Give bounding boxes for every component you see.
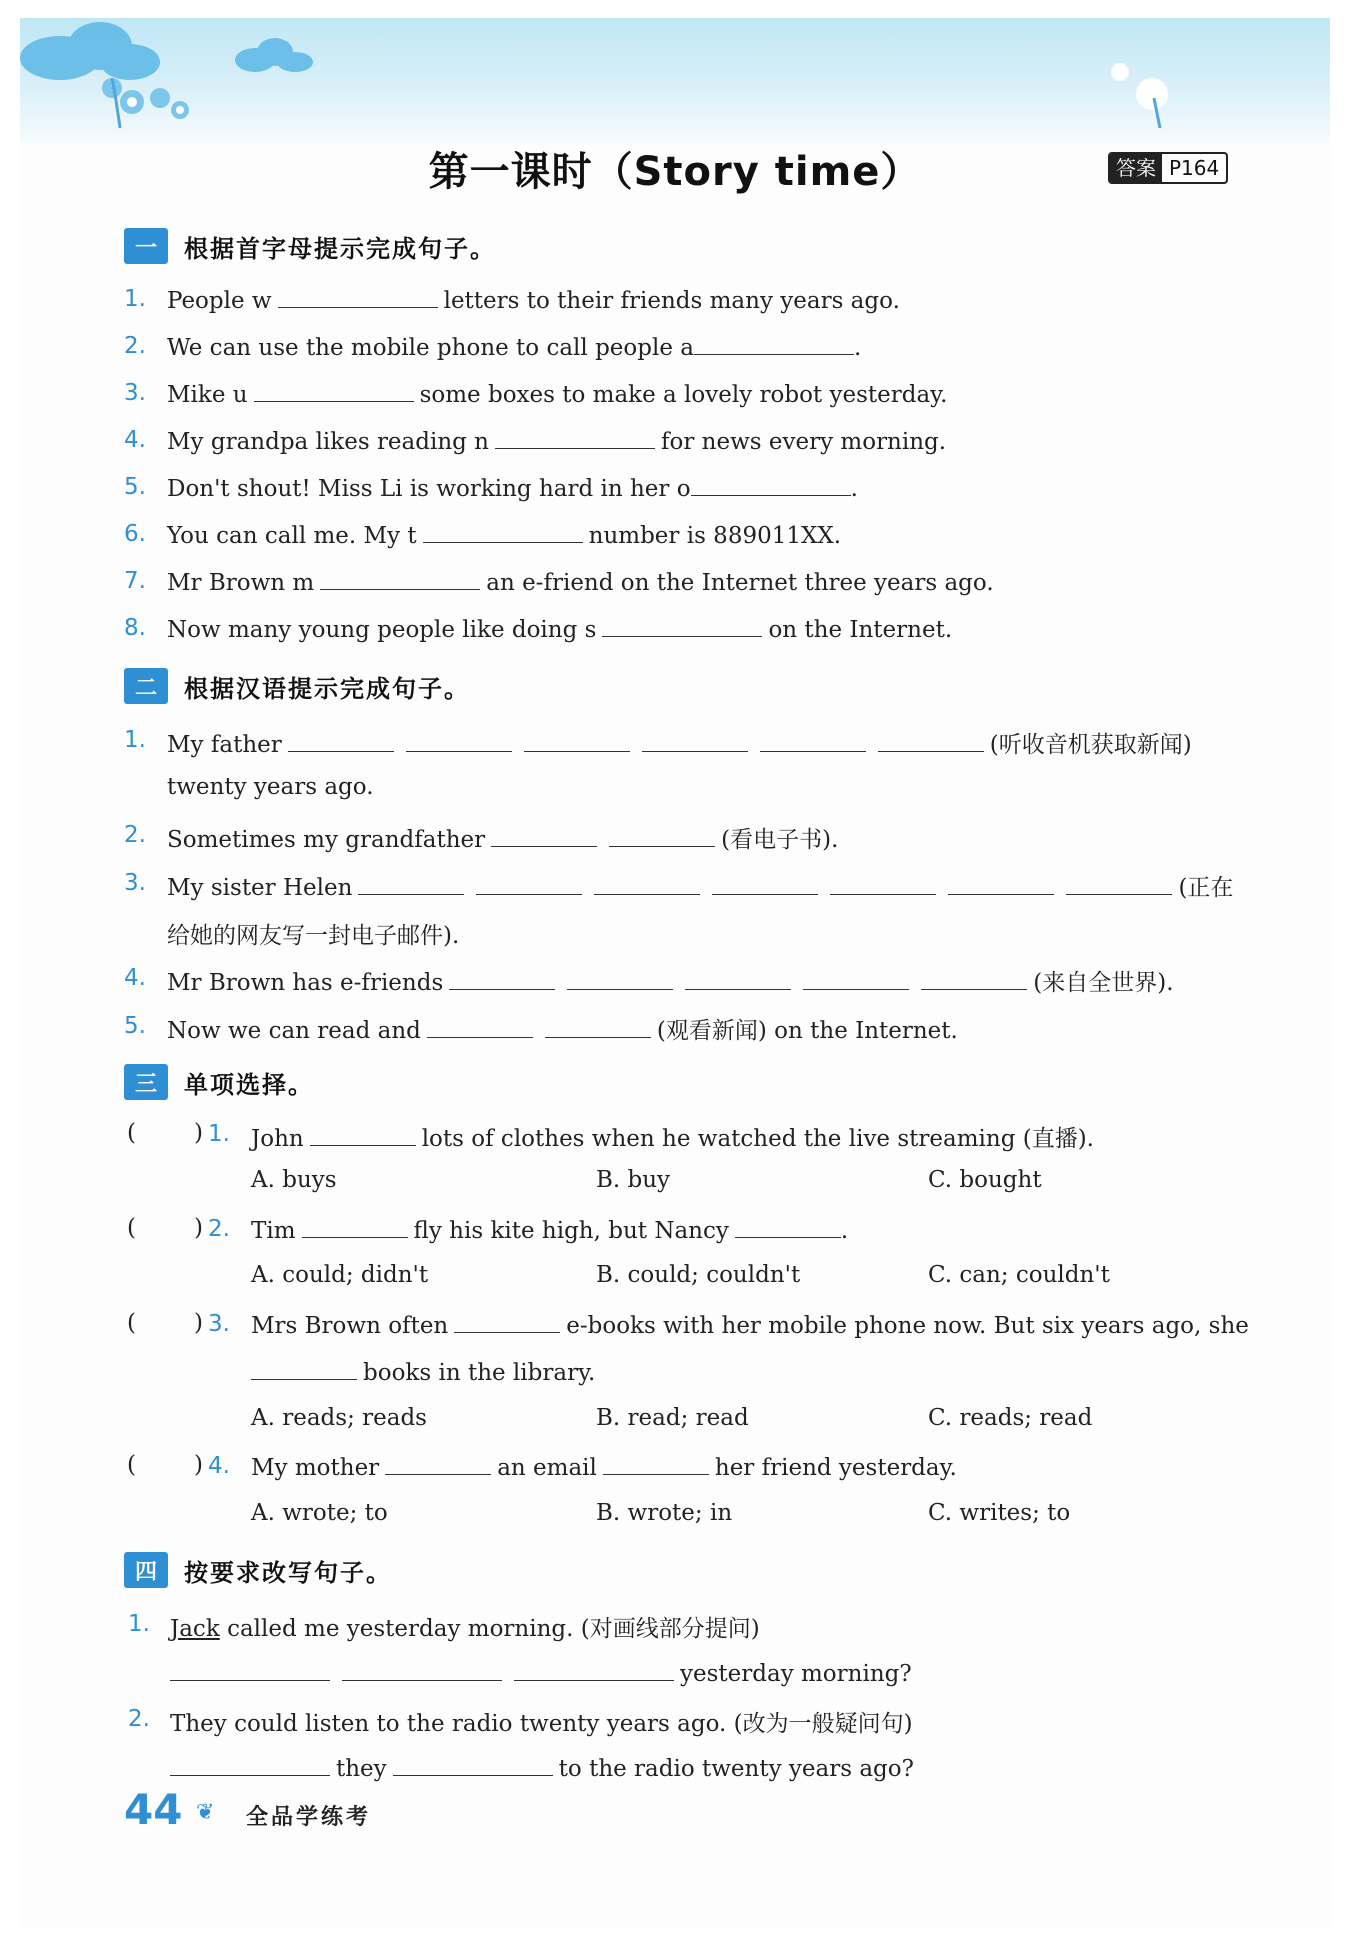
answer-paren-close[interactable]: ) <box>194 1120 203 1146</box>
s2-q4 <box>167 964 1174 997</box>
option-a[interactable]: A. buys <box>251 1167 337 1193</box>
answer-blank[interactable] <box>830 872 936 895</box>
answer-blank[interactable] <box>803 967 909 990</box>
text: John <box>251 1126 304 1152</box>
answer-blank[interactable] <box>694 332 854 355</box>
answer-blank[interactable] <box>735 1215 841 1238</box>
answer-blank[interactable] <box>302 1215 408 1238</box>
underlined-word: Jack <box>170 1616 220 1642</box>
section-1-badge: 一 <box>124 228 168 264</box>
s1-q4 <box>167 426 946 455</box>
text: My grandpa likes reading n <box>167 429 489 455</box>
text: her friend yesterday. <box>714 1455 957 1481</box>
answer-blank[interactable] <box>449 967 555 990</box>
hint-text: (看电子书). <box>721 827 839 853</box>
option-c[interactable]: C. writes; to <box>928 1500 1071 1526</box>
text: some boxes to make a lovely robot yesterday. <box>419 382 948 408</box>
answer-blank[interactable] <box>1066 872 1172 895</box>
answer-blank[interactable] <box>320 567 480 590</box>
answer-paren-open: ( <box>127 1215 136 1241</box>
answer-paren-close[interactable]: ) <box>194 1310 203 1336</box>
answer-blank[interactable] <box>427 1015 533 1038</box>
text: e-books with her mobile phone now. But six years ago, she <box>566 1313 1249 1339</box>
s1-q7 <box>167 567 994 596</box>
answer-paren-close[interactable]: ) <box>194 1215 203 1241</box>
text: fly his kite high, but Nancy <box>413 1218 729 1244</box>
question-number: 7. <box>124 568 146 594</box>
text: We can use the mobile phone to call people a <box>167 335 694 361</box>
text: to the radio twenty years ago? <box>558 1756 914 1782</box>
option-b[interactable]: B. could; couldn't <box>596 1262 801 1288</box>
question-number: 4. <box>124 427 146 453</box>
hint-text: (来自全世界). <box>1033 970 1174 996</box>
answer-paren-open: ( <box>127 1310 136 1336</box>
section-2-badge: 二 <box>124 668 168 704</box>
option-c[interactable]: C. reads; read <box>928 1405 1093 1431</box>
question-number: 2. <box>128 1706 150 1732</box>
text: number is 889011XX. <box>588 523 842 549</box>
question-number: 5. <box>124 474 146 500</box>
answer-blank[interactable] <box>948 872 1054 895</box>
text: called me yesterday morning. (对画线部分提问) <box>227 1616 760 1642</box>
option-c[interactable]: C. can; couldn't <box>928 1262 1110 1288</box>
text: an e-friend on the Internet three years ago. <box>486 570 994 596</box>
answer-blank[interactable] <box>254 379 414 402</box>
s1-q2 <box>167 332 861 361</box>
s4-q1 <box>170 1610 760 1643</box>
hint-text: (正在 <box>1178 875 1234 901</box>
question-number: 4. <box>124 965 146 991</box>
section-1-heading <box>124 228 496 264</box>
question-number: 3. <box>124 380 146 406</box>
answer-blank[interactable] <box>476 872 582 895</box>
answer-paren-open: ( <box>127 1120 136 1146</box>
question-number: 3. <box>208 1311 230 1337</box>
s2-q2 <box>167 821 838 854</box>
s3-q1 <box>251 1120 1094 1153</box>
text: yesterday morning? <box>680 1661 912 1687</box>
text: lots of clothes when he watched the live streaming (直播). <box>421 1126 1094 1152</box>
option-b[interactable]: B. wrote; in <box>596 1500 733 1526</box>
answer-blank[interactable] <box>495 426 655 449</box>
s2-q3 <box>167 869 1233 902</box>
text: letters to their friends many years ago. <box>443 288 900 314</box>
s3-q3 <box>251 1310 1249 1339</box>
s1-q6 <box>167 520 841 549</box>
text: Mr Brown m <box>167 570 315 596</box>
question-number: 2. <box>208 1216 230 1242</box>
answer-blank[interactable] <box>514 1658 674 1681</box>
s1-q5 <box>167 473 858 502</box>
question-number: 2. <box>124 333 146 359</box>
answer-blank[interactable] <box>170 1658 330 1681</box>
question-number: 5. <box>124 1013 146 1039</box>
page-title: 第一课时（Story time） <box>428 149 922 195</box>
section-1-title: 根据首字母提示完成句子。 <box>184 234 496 263</box>
answer-blank[interactable] <box>545 1015 651 1038</box>
text: People w <box>167 288 272 314</box>
question-number: 1. <box>124 727 146 753</box>
answer-paren-open: ( <box>127 1452 136 1478</box>
question-number: 1. <box>124 286 146 312</box>
answer-blank[interactable] <box>454 1310 560 1333</box>
answer-blank[interactable] <box>251 1357 357 1380</box>
answer-blank[interactable] <box>712 872 818 895</box>
answer-blank[interactable] <box>278 285 438 308</box>
answer-paren-close[interactable]: ) <box>194 1452 203 1478</box>
s1-q1 <box>167 285 900 314</box>
question-number: 4. <box>208 1453 230 1479</box>
s2-q5 <box>167 1012 958 1045</box>
answer-blank[interactable] <box>170 1753 330 1776</box>
option-c[interactable]: C. bought <box>928 1167 1042 1193</box>
s2-q1-continued: twenty years ago. <box>167 774 374 800</box>
answer-blank[interactable] <box>602 614 762 637</box>
answer-blank[interactable] <box>406 729 512 752</box>
question-number: 8. <box>124 615 146 641</box>
answer-label: 答案 <box>1110 154 1162 182</box>
answer-blank[interactable] <box>524 729 630 752</box>
section-4-title: 按要求改写句子。 <box>184 1558 392 1587</box>
text: Tim <box>251 1218 296 1244</box>
answer-blank[interactable] <box>491 824 597 847</box>
text: they <box>336 1756 387 1782</box>
s4-q2-answer <box>170 1753 914 1782</box>
answer-blank[interactable] <box>594 872 700 895</box>
question-number: 2. <box>124 822 146 848</box>
section-4-heading <box>124 1552 392 1588</box>
answer-blank[interactable] <box>567 967 673 990</box>
text: books in the library. <box>363 1360 596 1386</box>
hint-text: (听收音机获取新闻) <box>989 732 1192 758</box>
section-3-title: 单项选择。 <box>184 1070 314 1099</box>
option-b[interactable]: B. buy <box>596 1167 671 1193</box>
option-a[interactable]: A. wrote; to <box>251 1500 388 1526</box>
answer-blank[interactable] <box>609 824 715 847</box>
s2-q1 <box>167 726 1192 759</box>
header-banner <box>20 18 1330 143</box>
question-number: 1. <box>208 1121 230 1147</box>
text: Don't shout! Miss Li is working hard in her o <box>167 476 691 502</box>
answer-blank[interactable] <box>878 729 984 752</box>
text: Now many young people like doing s <box>167 617 597 643</box>
answer-blank[interactable] <box>310 1123 416 1146</box>
answer-blank[interactable] <box>921 967 1027 990</box>
text: My father <box>167 732 282 758</box>
s2-q3-continued: 给她的网友写一封电子邮件). <box>167 923 460 949</box>
sprout-icon: ❦ <box>196 1800 215 1825</box>
text: Mr Brown has e-friends <box>167 970 444 996</box>
answer-blank[interactable] <box>393 1753 553 1776</box>
section-2-heading <box>124 668 470 704</box>
answer-blank[interactable] <box>423 520 583 543</box>
s4-q2: They could listen to the radio twenty years ago. (改为一般疑问句) <box>170 1711 913 1737</box>
answer-page: P164 <box>1169 156 1220 180</box>
option-b[interactable]: B. read; read <box>596 1405 749 1431</box>
book-name: 全品学练考 <box>246 1805 372 1830</box>
text: on the Internet. <box>768 617 953 643</box>
text: You can call me. My t <box>167 523 417 549</box>
s3-q4 <box>251 1452 957 1481</box>
s3-q3-continued <box>251 1357 595 1386</box>
text: . <box>850 476 858 502</box>
answer-blank[interactable] <box>691 473 851 496</box>
answer-blank[interactable] <box>288 729 394 752</box>
text: Now we can read and <box>167 1018 421 1044</box>
section-2-title: 根据汉语提示完成句子。 <box>184 674 470 703</box>
option-a[interactable]: A. could; didn't <box>251 1262 429 1288</box>
answer-blank[interactable] <box>385 1452 491 1475</box>
section-4-badge: 四 <box>124 1552 168 1588</box>
answer-blank[interactable] <box>685 967 791 990</box>
answer-blank[interactable] <box>642 729 748 752</box>
hint-text: (观看新闻) on the Internet. <box>656 1018 958 1044</box>
text: Mrs Brown often <box>251 1313 449 1339</box>
answer-reference <box>1108 152 1228 184</box>
banner-decoration <box>20 18 1330 143</box>
page-number: 44 <box>124 1785 183 1834</box>
text: Sometimes my grandfather <box>167 827 486 853</box>
text: Mike u <box>167 382 248 408</box>
answer-blank[interactable] <box>342 1658 502 1681</box>
text: for news every morning. <box>661 429 947 455</box>
text: an email <box>497 1455 597 1481</box>
text: My mother <box>251 1455 380 1481</box>
question-number: 6. <box>124 521 146 547</box>
answer-blank[interactable] <box>760 729 866 752</box>
text: . <box>840 1218 849 1244</box>
s4-q1-answer <box>170 1658 912 1687</box>
s3-q2 <box>251 1215 848 1244</box>
section-3-heading <box>124 1064 314 1100</box>
text: My sister Helen <box>167 875 353 901</box>
text: . <box>853 335 862 361</box>
section-3-badge: 三 <box>124 1064 168 1100</box>
option-a[interactable]: A. reads; reads <box>251 1405 427 1431</box>
answer-blank[interactable] <box>603 1452 709 1475</box>
question-number: 3. <box>124 870 146 896</box>
question-number: 1. <box>128 1611 150 1637</box>
s1-q3 <box>167 379 947 408</box>
s1-q8 <box>167 614 952 643</box>
answer-blank[interactable] <box>358 872 464 895</box>
